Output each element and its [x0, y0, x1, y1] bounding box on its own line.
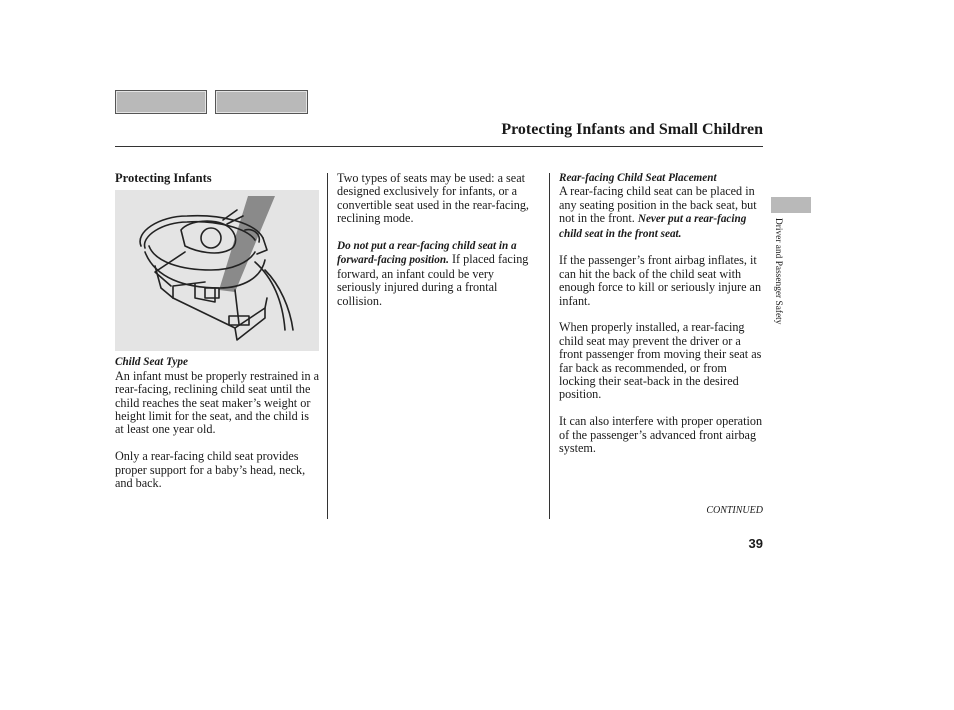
paragraph: Only a rear-facing child seat provides proper support for a baby’s head, neck, and back.	[115, 449, 306, 491]
column-1	[115, 172, 320, 490]
paragraph: If the passenger’s front airbag inflates, it can hit the back of the child seat with enough force to kill or seriously injure an infant.	[559, 253, 762, 308]
nav-tab-previous[interactable]	[115, 90, 207, 114]
warning-text: Never put a rear-facing child seat in the front seat.	[559, 213, 747, 240]
subheading-placement: Rear-facing Child Seat Placement	[559, 172, 717, 184]
column-divider	[549, 173, 550, 519]
paragraph: It can also interfere with proper operation of the passenger’s advanced front airbag system.	[559, 414, 763, 456]
page-number: 39	[748, 536, 763, 551]
continued-label: CONTINUED	[706, 505, 763, 516]
warning-text: Do not put a rear-facing child seat in a forward-facing position.	[337, 240, 517, 267]
paragraph	[559, 185, 764, 241]
paragraph-text: If placed facing forward, an infant could be very seriously injured during a frontal collision.	[337, 252, 529, 308]
section-heading: Protecting Infants	[115, 171, 212, 185]
paragraph: An infant must be properly restrained in a rear-facing, reclining child seat until the child reaches the seat maker’s weight or height limit for the seat, and the child is at least one year old.	[115, 368, 320, 437]
paragraph: When properly installed, a rear-facing child seat may prevent the driver or a front passenger from moving their seat as far back as recommended, or from locking their seat-back in the desired position.	[559, 320, 762, 402]
paragraph-text: A rear-facing child seat can be placed in any seating position in the back seat, but not in the front.	[559, 184, 757, 226]
rear-facing-infant-seat-illustration-icon	[115, 190, 319, 351]
page-title: Protecting Infants and Small Children	[501, 121, 763, 138]
nav-tab-next[interactable]	[215, 90, 308, 114]
column-divider	[327, 173, 328, 519]
subheading-child-seat-type: Child Seat Type	[115, 356, 188, 369]
paragraph-warning	[337, 239, 541, 308]
header-rule	[115, 146, 763, 147]
section-tab-marker	[771, 197, 811, 213]
section-side-label: Driver and Passenger Safety	[773, 218, 783, 325]
paragraph: Two types of seats may be used: a seat designed exclusively for infants, or a convertible seat used in the rear-facing, reclining mode.	[337, 171, 529, 226]
column-2	[337, 172, 541, 308]
column-3	[559, 172, 764, 455]
